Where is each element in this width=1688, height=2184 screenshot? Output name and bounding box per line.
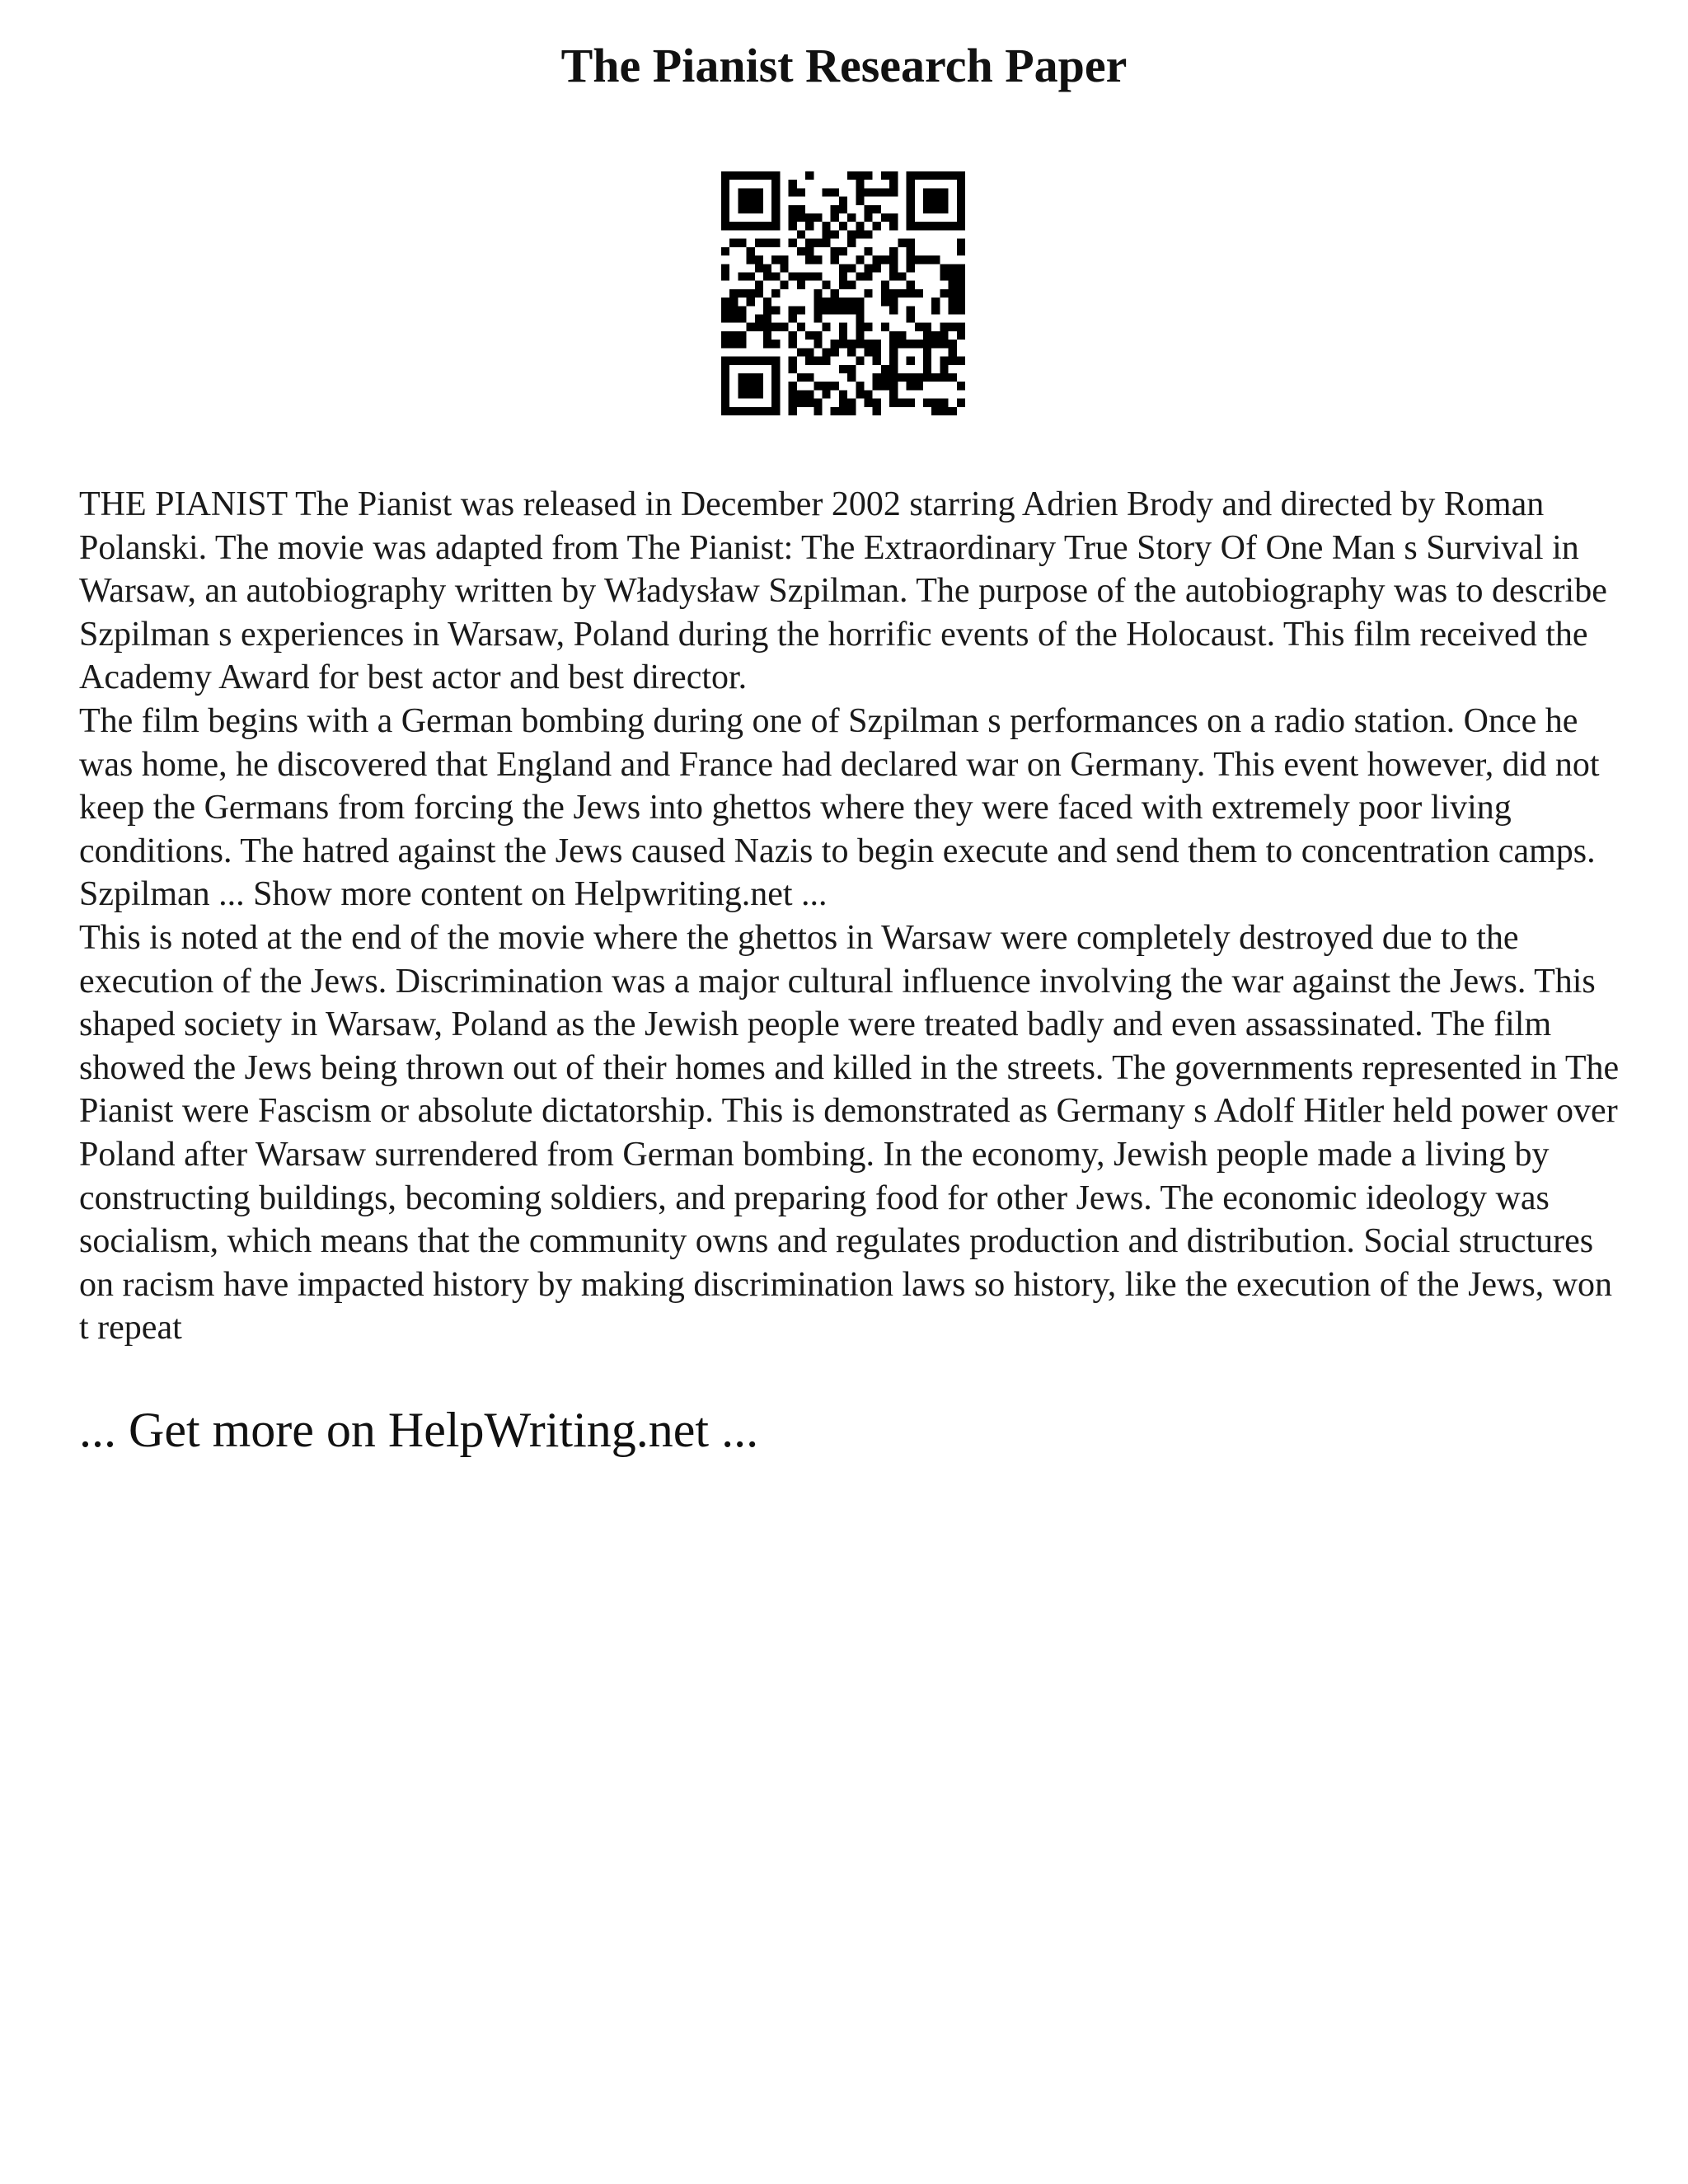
article-body xyxy=(79,483,1629,1350)
article-paragraph: This is noted at the end of the movie where the ghettos in Warsaw were completely destroyed due to the execution of the Jews. Discrimination was a major cultural influence involving the war against the Jews. This shaped society in Warsaw, Poland as the Jewish people were treated badly and even assassinated. The film showed the Jews being thrown out of their homes and killed in the streets. The governments represented in The Pianist were Fascism or absolute dictatorship. This is demonstrated as Germany s Adolf Hitler held power over Poland after Warsaw surrendered from German bombing. In the economy, Jewish people made a living by constructing buildings, becoming soldiers, and preparing food for other Jews. The economic ideology was socialism, which means that the community owns and regulates production and distribution. Social structures on racism have impacted history by making discrimination laws so history, like the execution of the Jews, won t repeat xyxy=(79,918,1620,1347)
document-title: The Pianist Research Paper xyxy=(560,39,1128,92)
qr-code-icon xyxy=(721,171,965,415)
get-more-link[interactable]: ... Get more on HelpWriting.net ... xyxy=(79,1403,759,1457)
article-paragraph: THE PIANIST The Pianist was released in December 2002 starring Adrien Brody and directed by Roman Polanski. The movie was adapted from The Pianist: The Extraordinary True Story Of One Man s Survival in Warsaw, an autobiography written by Władysław Szpilman. The purpose of the autobiography was to describe Szpilman s experiences in Warsaw, Poland during the horrific events of the Holocaust. This film received the Academy Award for best actor and best director. xyxy=(79,485,1607,697)
article-paragraph: The film begins with a German bombing during one of Szpilman s performances on a radio station. Once he was home, he discovered that England and France had declared war on Germany. This event however, did not keep the Germans from forcing the Jews into ghettos where they were faced with extremely poor living conditions. The hatred against the Jews caused Nazis to begin execute and send them to concentration camps. Szpilman ... Show more content on Helpwriting.net ... xyxy=(79,701,1600,914)
